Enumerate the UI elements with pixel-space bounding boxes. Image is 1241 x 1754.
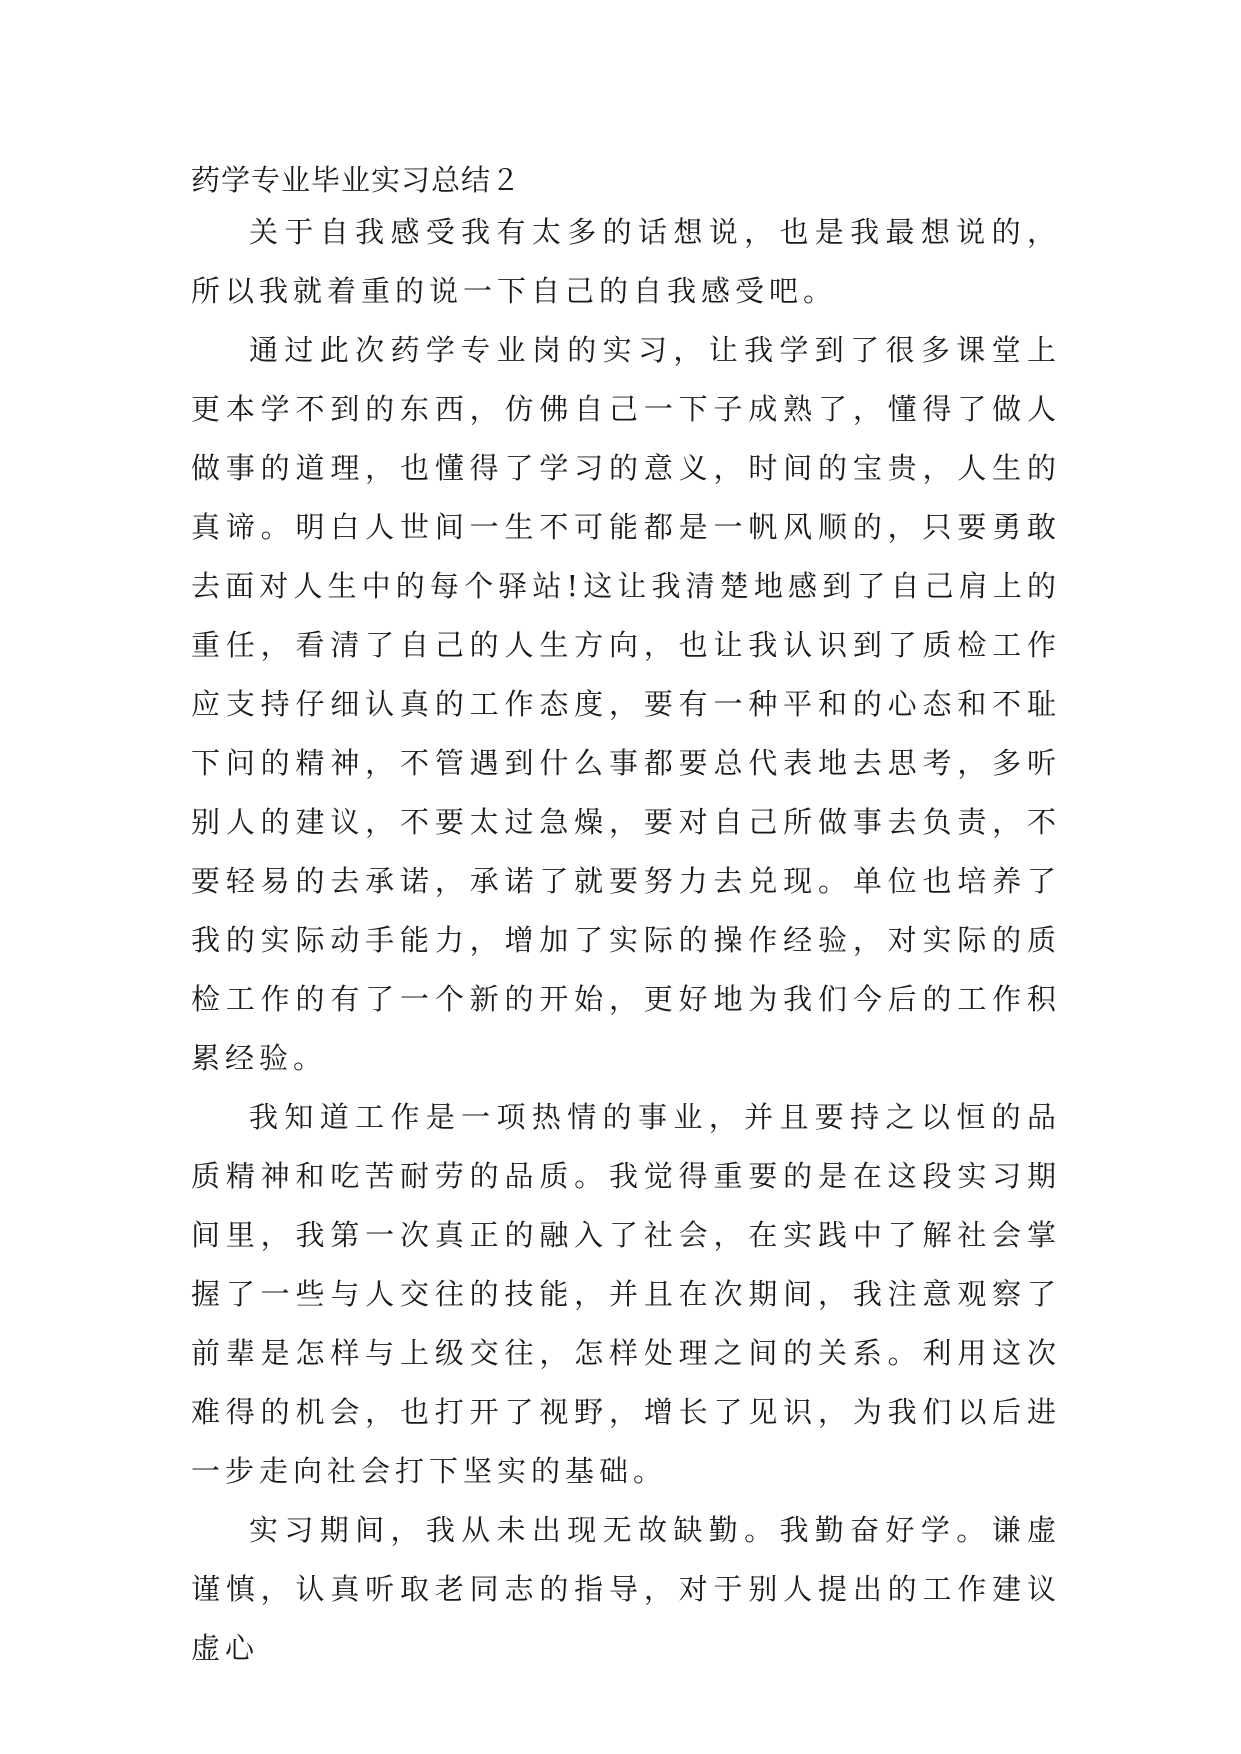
paragraph-self-feelings: 关于自我感受我有太多的话想说，也是我最想说的，所以我就着重的说一下自己的自我感受吧。 [191,215,1061,308]
paragraph-internship-gains: 通过此次药学专业岗的实习，让我学到了很多课堂上更本学不到的东西，仿佛自己一下子成熟了，懂得了做人做事的道理，也懂得了学习的意义，时间的宝贵，人生的真谛。明白人世间一生不可能都是一帆风顺的，只要勇敢去面对人生中的每个驿站!这让我清楚地感到了自己肩上的重任，看清了自己的人生方向，也让我认识到了质检工作应支持仔细认真的工作态度，要有一种平和的心态和不耻下问的精神，不管遇到什么事都要总代表地去思考，多听别人的建议，不要太过急燥，要对自己所做事去负责，不要轻易的去承诺，承诺了就要努力去兑现。单位也培养了我的实际动手能力，增加了实际的操作经验，对实际的质检工作的有了一个新的开始，更好地为我们今后的工作积累经验。 [191,333,1061,1075]
paragraph-attendance: 实习期间，我从未出现无故缺勤。我勤奋好学。谦虚谨慎，认真听取老同志的指导，对于别人提出的工作建议虚心 [191,1513,1061,1665]
paragraph-work-attitude: 我知道工作是一项热情的事业，并且要持之以恒的品质精神和吃苦耐劳的品质。我觉得重要的是在这段实习期间里，我第一次真正的融入了社会，在实践中了解社会掌握了一些与人交往的技能，并且在次期间，我注意观察了前辈是怎样与上级交往，怎样处理之间的关系。利用这次难得的机会，也打开了视野，增长了见识，为我们以后进一步走向社会打下坚实的基础。 [191,1100,1061,1488]
document-title: 药学专业毕业实习总结２ [191,163,522,197]
document-body [191,160,1061,1678]
